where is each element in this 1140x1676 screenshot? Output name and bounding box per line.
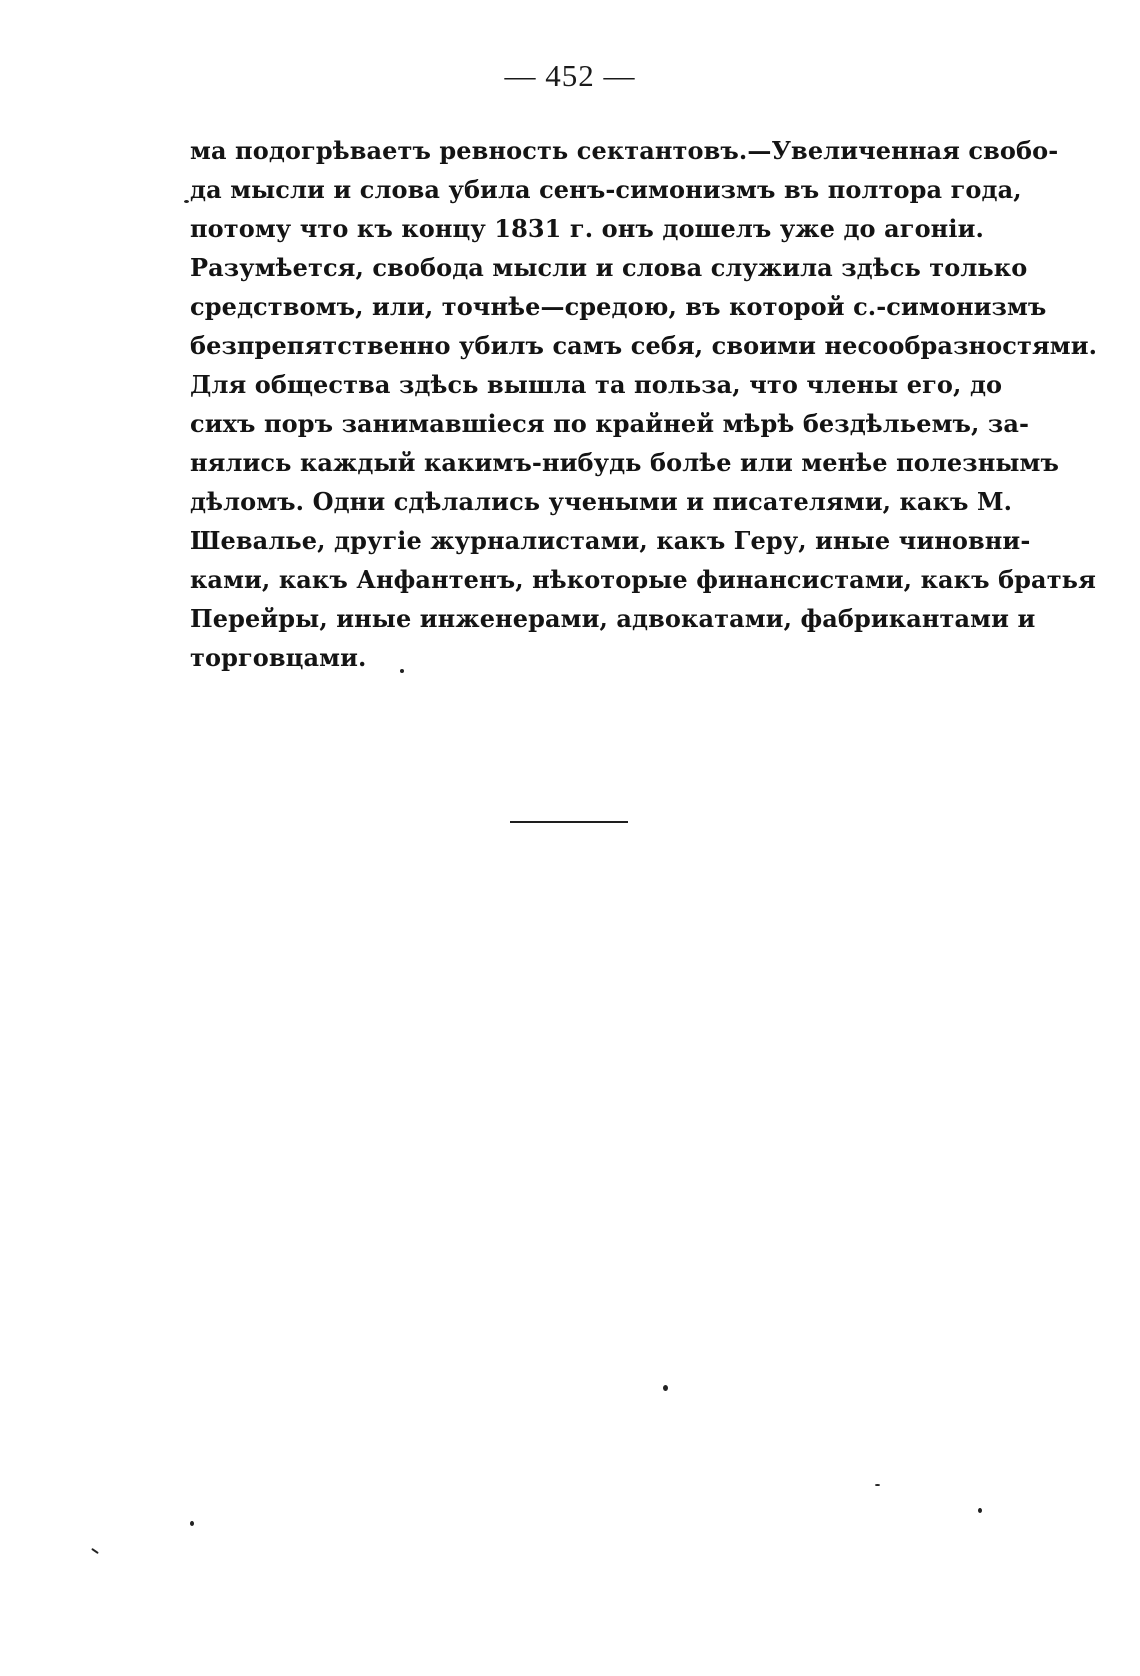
text-line: Для общества здѣсь вышла та польза, что члены его, до — [190, 370, 1003, 399]
section-divider — [510, 821, 628, 823]
text-line: Перейры, иные инженерами, адвокатами, фабрикантами и — [190, 604, 1036, 633]
scan-speck — [400, 669, 404, 673]
text-line-last: торговцами. — [190, 643, 367, 672]
scan-speck — [875, 1484, 880, 1486]
text-line: средствомъ, или, точнѣе—средою, въ которой с.-симонизмъ — [190, 292, 1047, 321]
page-number: — 452 — — [504, 58, 636, 93]
text-line: да мысли и слова убила сенъ-симонизмъ въ полтора года, — [190, 175, 1022, 204]
scan-speck — [184, 200, 189, 203]
scan-speck — [978, 1508, 982, 1513]
text-line: дѣломъ. Одни сдѣлались учеными и писателями, какъ М. — [190, 487, 1013, 516]
text-line: Разумѣется, свобода мысли и слова служила здѣсь только — [190, 253, 1028, 282]
text-line: безпрепятственно убилъ самъ себя, своими несообразностями. — [190, 331, 1098, 360]
text-line: потому что къ концу 1831 г. онъ дошелъ уже до агоніи. — [190, 214, 984, 243]
text-line: ма подогрѣваетъ ревность сектантовъ.—Увеличенная свобо- — [190, 136, 1059, 165]
text-line: сихъ поръ занимавшіеся по крайней мѣрѣ бездѣльемъ, за- — [190, 409, 1030, 438]
text-line: нялись каждый какимъ-нибудь болѣе или менѣе полезнымъ — [190, 448, 1059, 477]
text-line: ками, какъ Анфантенъ, нѣкоторые финансистами, какъ братья — [190, 565, 1096, 594]
scan-speck — [91, 1548, 99, 1554]
scan-speck — [663, 1385, 668, 1391]
scan-speck — [190, 1521, 194, 1526]
body-text — [190, 131, 1098, 677]
text-line: Шевалье, другіе журналистами, какъ Геру, иные чиновни- — [190, 526, 1031, 555]
